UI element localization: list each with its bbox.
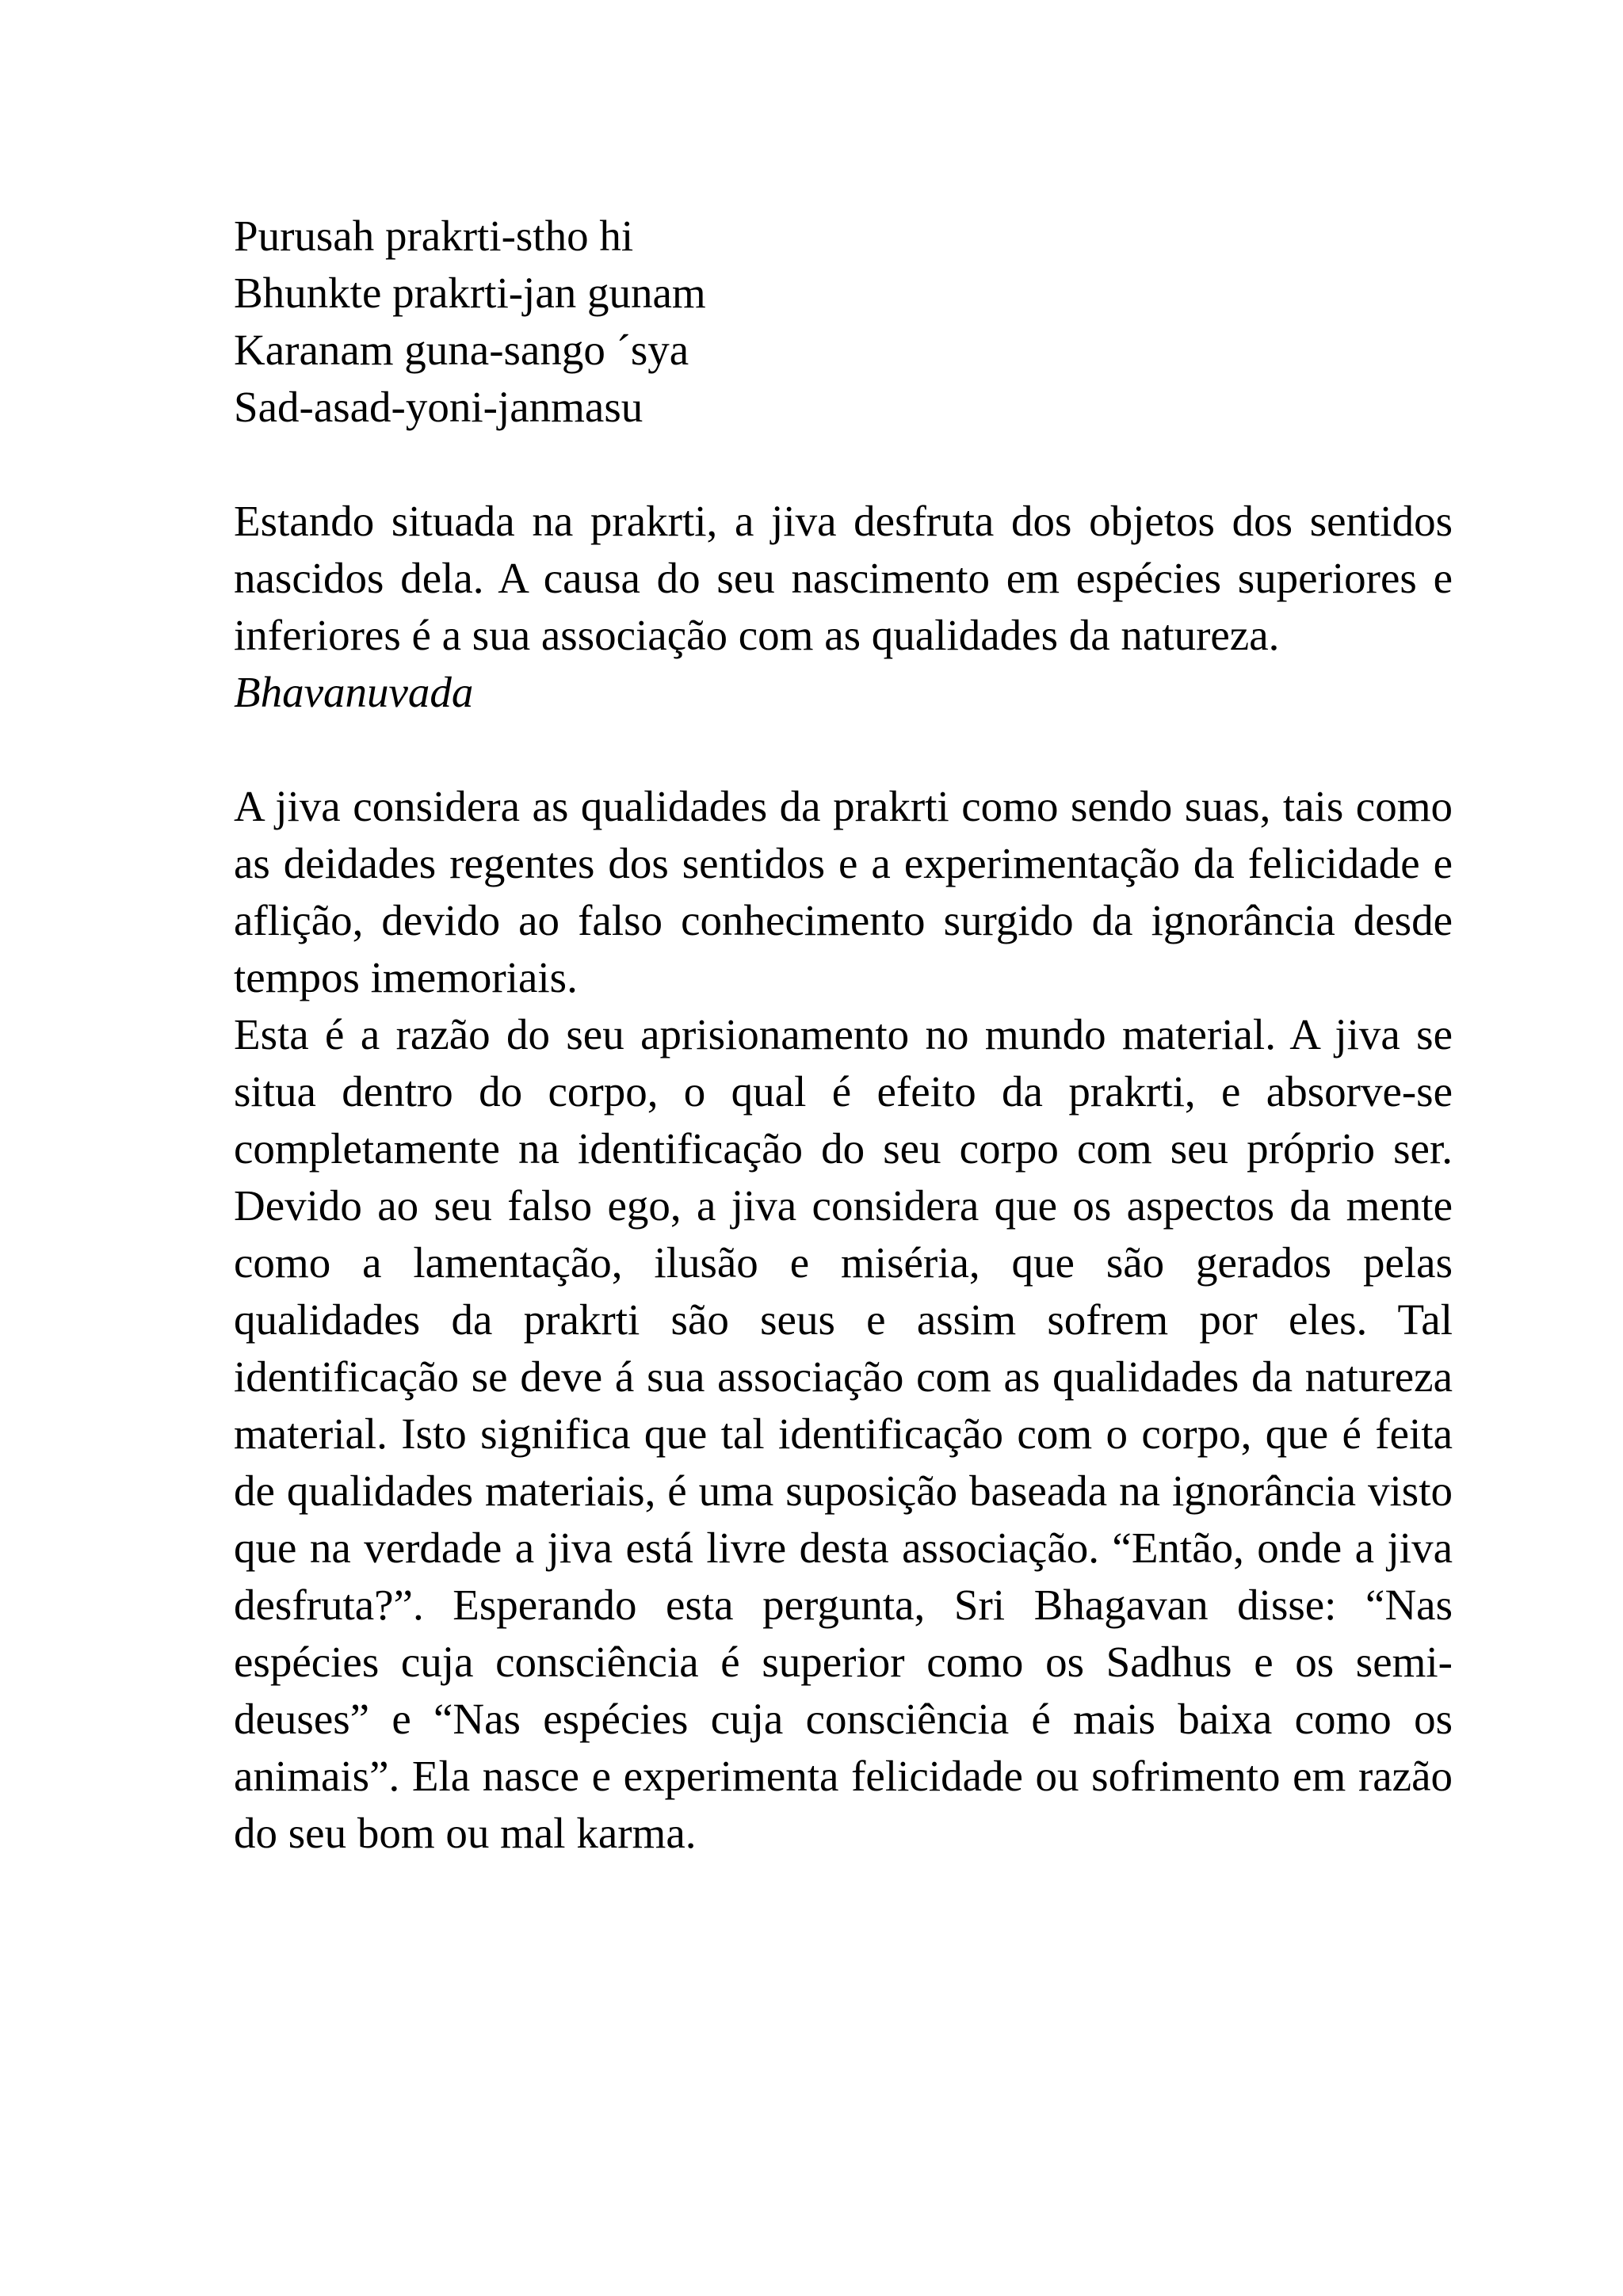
- verse-line-4: Sad-asad-yoni-janmasu: [234, 383, 643, 431]
- verse-line-1: Purusah prakrti-stho hi: [234, 212, 634, 260]
- commentary-paragraph-1: A jiva considera as qualidades da prakrti como sendo suas, tais como as deidades regentes dos sentidos e a experimentação da felicidade e aflição, devido ao falso conhecimento surgido da ignorância desde tempos imemoriais.: [234, 782, 1453, 1001]
- verse-line-3: Karanam guna-sango ´sya: [234, 326, 689, 374]
- commentary-paragraph-2: Esta é a razão do seu aprisionamento no mundo material. A jiva se situa dentro do corpo, o qual é efeito da prakrti, e absorve-se completamente na identificação do seu corpo com seu próprio ser. Devido ao seu falso ego, a jiva considera que os aspectos da mente como a lamentação, ilusão e miséria, que são gerados pelas qualidades da prakrti são seus e assim sofrem por eles. Tal identificação se deve á sua associação com as qualidades da natureza material. Isto significa que tal identificação com o corpo, que é feita de qualidades materiais, é uma suposição baseada na ignorância visto que na verdade a jiva está livre desta associação. “Então, onde a jiva desfruta?”. Esperando esta pergunta, Sri Bhagavan disse: “Nas espécies cuja consciência é superior como os Sadhus e os semi-deuses” e “Nas espécies cuja consciência é mais baixa como os animais”. Ela nasce e experimenta felicidade ou sofrimento em razão do seu bom ou mal karma.: [234, 1010, 1453, 1857]
- section-heading: Bhavanuvada: [234, 668, 474, 716]
- document-page: [234, 208, 1453, 1862]
- sanskrit-verse: [234, 208, 1453, 436]
- verse-line-2: Bhunkte prakrti-jan gunam: [234, 269, 706, 317]
- translation-paragraph: Estando situada na prakrti, a jiva desfruta dos objetos dos sentidos nascidos dela. A causa do seu nascimento em espécies superiores e inferiores é a sua associação com as qualidades da natureza.: [234, 497, 1453, 659]
